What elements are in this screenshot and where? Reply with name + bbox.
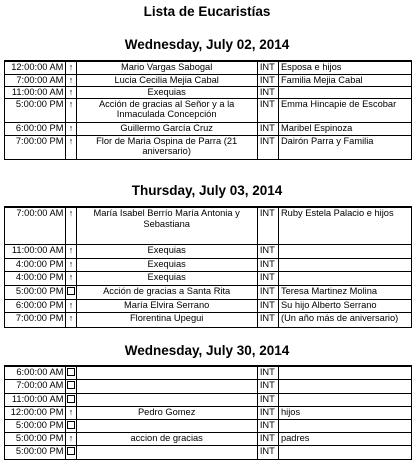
table-row [5, 366, 412, 379]
requested-by-cell [278, 419, 411, 432]
type-cell: INT [257, 445, 278, 459]
type-cell: INT [257, 74, 278, 86]
up-arrow-icon: ↑ [66, 271, 76, 285]
table-row [5, 207, 412, 244]
time-cell: 12:00:00 PM [5, 406, 66, 419]
requested-by-cell [278, 258, 411, 271]
requested-by-cell: (Un año más de aniversario) [278, 312, 411, 327]
checkbox-icon [66, 419, 76, 432]
intention-name-cell: Exequias [76, 86, 257, 98]
table-row [5, 406, 412, 419]
type-cell: INT [257, 244, 278, 258]
day-table [4, 60, 412, 160]
requested-by-cell [278, 379, 411, 393]
intention-name-cell [76, 393, 257, 406]
time-cell: 7:00:00 PM [5, 135, 66, 159]
requested-by-cell: Esposa e hijos [278, 61, 411, 74]
up-arrow-icon: ↑ [66, 86, 76, 98]
intention-name-cell: María Elvira Serrano [76, 299, 257, 312]
checkbox-icon [66, 379, 76, 393]
intention-name-cell: María Isabel Berrío María Antonia y Sebastiana [76, 207, 257, 244]
up-arrow-icon: ↑ [66, 74, 76, 86]
time-cell: 11:00:00 AM [5, 393, 66, 406]
type-cell: INT [257, 98, 278, 122]
time-cell: 6:00:00 PM [5, 299, 66, 312]
type-cell: INT [257, 122, 278, 135]
requested-by-cell: Familia Mejia Cabal [278, 74, 411, 86]
requested-by-cell: Ruby Estela Palacio e hijos [278, 207, 411, 244]
day-table [4, 206, 412, 328]
type-cell: INT [257, 366, 278, 379]
intention-name-cell: Acción de gracias a Santa Rita [76, 285, 257, 299]
intention-name-cell: accion de gracias [76, 432, 257, 445]
time-cell: 7:00:00 PM [5, 312, 66, 327]
intention-name-cell: Exequias [76, 258, 257, 271]
table-row [5, 244, 412, 258]
day-table [4, 365, 412, 460]
table-row [5, 86, 412, 98]
intention-name-cell [76, 379, 257, 393]
day-heading: Wednesday, July 30, 2014 [124, 343, 290, 358]
up-arrow-icon: ↑ [66, 244, 76, 258]
intention-name-cell: Florentina Upegui [76, 312, 257, 327]
type-cell: INT [257, 258, 278, 271]
type-cell: INT [257, 61, 278, 74]
table-row [5, 271, 412, 285]
time-cell: 12:00:00 AM [5, 61, 66, 74]
type-cell: INT [257, 312, 278, 327]
document-title: Lista de Eucaristías [143, 4, 271, 19]
type-cell: INT [257, 299, 278, 312]
checkbox-icon [66, 285, 76, 299]
time-cell: 4:00:00 PM [5, 258, 66, 271]
requested-by-cell [278, 271, 411, 285]
requested-by-cell: Maribel Espinoza [278, 122, 411, 135]
time-cell: 5:00:00 PM [5, 445, 66, 459]
requested-by-cell [278, 86, 411, 98]
time-cell: 7:00:00 AM [5, 379, 66, 393]
day-heading: Wednesday, July 02, 2014 [124, 37, 290, 52]
requested-by-cell [278, 393, 411, 406]
intention-name-cell: Mario Vargas Sabogal [76, 61, 257, 74]
time-cell: 4:00:00 PM [5, 271, 66, 285]
time-cell: 6:00:00 PM [5, 122, 66, 135]
intention-name-cell: Lucia Cecilia Mejia Cabal [76, 74, 257, 86]
table-row [5, 312, 412, 327]
table-row [5, 432, 412, 445]
table-row [5, 299, 412, 312]
requested-by-cell: padres [278, 432, 411, 445]
time-cell: 7:00:00 AM [5, 207, 66, 244]
requested-by-cell [278, 366, 411, 379]
requested-by-cell: Emma Hincapie de Escobar [278, 98, 411, 122]
time-cell: 5:00:00 PM [5, 285, 66, 299]
intention-name-cell [76, 445, 257, 459]
table-row [5, 445, 412, 459]
requested-by-cell [278, 445, 411, 459]
intention-name-cell: Exequias [76, 271, 257, 285]
type-cell: INT [257, 393, 278, 406]
type-cell: INT [257, 432, 278, 445]
intention-name-cell: Acción de gracias al Señor y a la Inmaculada Concepción [76, 98, 257, 122]
day-heading: Thursday, July 03, 2014 [131, 183, 283, 198]
up-arrow-icon: ↑ [66, 98, 76, 122]
up-arrow-icon: ↑ [66, 312, 76, 327]
requested-by-cell: hijos [278, 406, 411, 419]
requested-by-cell: Teresa Martinez Molina [278, 285, 411, 299]
type-cell: INT [257, 285, 278, 299]
intention-name-cell: Pedro Gomez [76, 406, 257, 419]
up-arrow-icon: ↑ [66, 122, 76, 135]
time-cell: 5:00:00 PM [5, 98, 66, 122]
type-cell: INT [257, 86, 278, 98]
time-cell: 11:00:00 AM [5, 86, 66, 98]
table-row [5, 419, 412, 432]
intention-name-cell: Exequias [76, 244, 257, 258]
requested-by-cell: Dairón Parra y Familia [278, 135, 411, 159]
checkbox-icon [66, 366, 76, 379]
table-row [5, 393, 412, 406]
time-cell: 7:00:00 AM [5, 74, 66, 86]
type-cell: INT [257, 406, 278, 419]
type-cell: INT [257, 271, 278, 285]
intention-name-cell: Flor de Maria Ospina de Parra (21 aniversario) [76, 135, 257, 159]
table-row [5, 122, 412, 135]
type-cell: INT [257, 379, 278, 393]
up-arrow-icon: ↑ [66, 258, 76, 271]
table-row [5, 379, 412, 393]
table-row [5, 98, 412, 122]
up-arrow-icon: ↑ [66, 406, 76, 419]
table-row [5, 258, 412, 271]
time-cell: 6:00:00 AM [5, 366, 66, 379]
table-row [5, 74, 412, 86]
requested-by-cell [278, 244, 411, 258]
up-arrow-icon: ↑ [66, 432, 76, 445]
up-arrow-icon: ↑ [66, 299, 76, 312]
time-cell: 5:00:00 PM [5, 432, 66, 445]
up-arrow-icon: ↑ [66, 61, 76, 74]
checkbox-icon [66, 393, 76, 406]
type-cell: INT [257, 207, 278, 244]
intention-name-cell [76, 366, 257, 379]
up-arrow-icon: ↑ [66, 135, 76, 159]
up-arrow-icon: ↑ [66, 207, 76, 244]
checkbox-icon [66, 445, 76, 459]
intention-name-cell: Guillermo García Cruz [76, 122, 257, 135]
requested-by-cell: Su hijo Alberto Serrano [278, 299, 411, 312]
type-cell: INT [257, 135, 278, 159]
table-row [5, 135, 412, 159]
time-cell: 5:00:00 PM [5, 419, 66, 432]
intention-name-cell [76, 419, 257, 432]
type-cell: INT [257, 419, 278, 432]
time-cell: 11:00:00 AM [5, 244, 66, 258]
table-row [5, 61, 412, 74]
table-row [5, 285, 412, 299]
